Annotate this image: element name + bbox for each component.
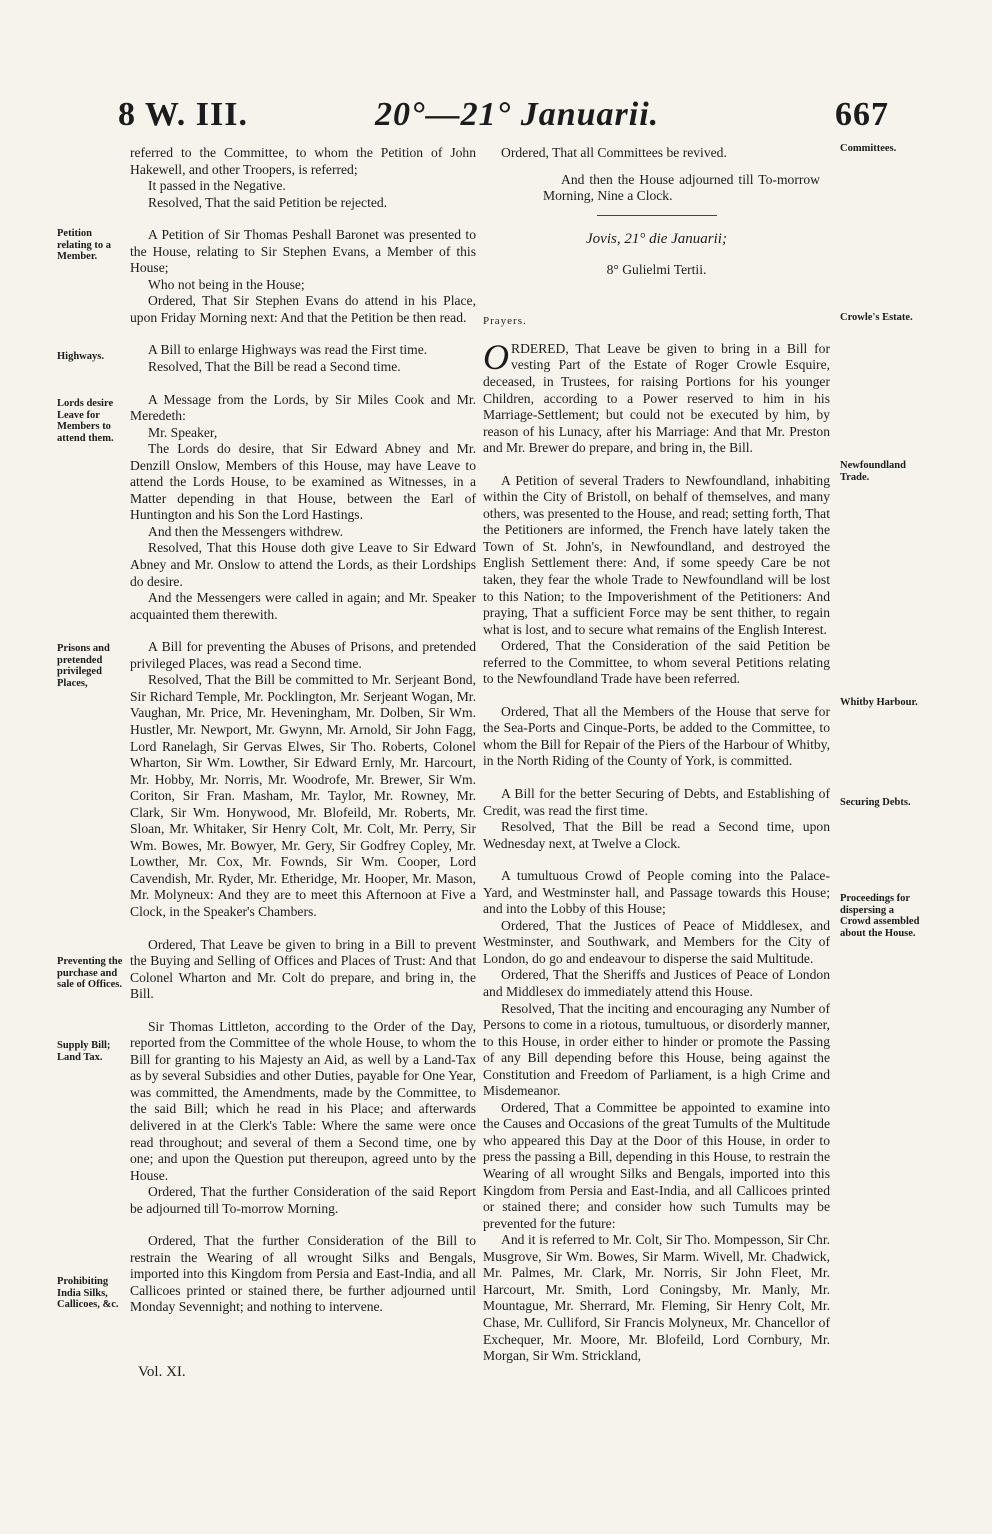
paragraph: A Petition of several Traders to Newfoundland, inhabiting within the City of Bristoll, on behalf of themselves, and many others, was presented to the House, and read; setting forth, That the Petitioners are informed, the French have lately taken the Town of St. John's, in Newfoundland, and destroyed the English Settlement there: And, if some speedy Care be not taken, they fear the whole Trade to Newfoundland will be lost to this Nation; to the Impoverishment of the Petitioners: And praying, That a sufficient Force may be sent thither, to regain what is lost, and to secure what remains of the English Interest.	[483, 472, 830, 637]
paragraph: Ordered, That Sir Stephen Evans do attend in his Place, upon Friday Morning next: And that the Petition be then read.	[130, 293, 476, 325]
adjournment-note: And then the House adjourned till To-morrow Morning, Nine a Clock.	[543, 171, 820, 204]
paragraph: Ordered, That the Justices of Peace of Middlesex, and Westminster, and Southwark, and Members for the City of London, do go and endeavour to disperse the said Multitude.	[483, 917, 830, 966]
paragraph: Ordered, That a Committee be appointed to examine into the Causes and Occasions of the great Tumults of the Multitude who appeared this Day at the Door of this House, in order to press the passing a Bill, depending in this House, to restrain the Wearing of all wrought Silks and Bengals, imported into this Kingdom from Persia and East-India, and all Callicoes printed or stained there; and consider how such Tumults may be prevented for the future:	[483, 1099, 830, 1231]
paragraph: And it is referred to Mr. Colt, Sir Tho. Mompesson, Sir Chr. Musgrove, Sir Wm. Bowes, Sir Marm. Wivell, Mr. Chadwick, Mr. Palmes, Mr. Clark, Mr. Norris, Sir John Fleet, Mr. Harcourt, Mr. Smith, Lord Coningsby, Mr. Manly, Mr. Mountague, Mr. Sherrard, Mr. Fleming, Sir Henry Colt, Mr. Chase, Mr. Culliford, Sir Francis Molyneux, Mr. Chancellor of Exchequer, Mr. Moore, Mr. Blofeild, Lord Cornbury, Mr. Morgan, Sir Wm. Strickland,	[483, 1232, 830, 1364]
margin-note-crowd: Proceedings for dispersing a Crowd assembled about the House.	[840, 893, 920, 939]
volume-label: Vol. XI.	[138, 1364, 186, 1380]
paragraph: Resolved, That the Bill be committed to Mr. Serjeant Bond, Sir Richard Temple, Mr. Pocklington, Mr. Serjeant Wogan, Mr. Vaughan, Mr. Price, Mr. Heveningham, Mr. Dolben, Sir Wm. Hustler, Mr. Newport, Mr. Gwynn, Mr. Arnold, Sir John Fagg, Lord Ranelagh, Sir Gervas Elwes, Sir Tho. Roberts, Colonel Wharton, Sir Wm. Lowther, Sir Edward Ernly, Mr. Harcourt, Mr. Hobby, Mr. Norris, Mr. Woodrofe, Mr. Brewer, Sir Wm. Coriton, Sir Fran. Masham, Mr. Taylor, Mr. Rowney, Mr. Clark, Sir Wm. Honywood, Mr. Blofeild, Mr. Roberts, Mr. Sloan, Mr. Whitaker, Sir Henry Colt, Mr. Colt, Mr. Perry, Sir Wm. Bowes, Mr. Bowyer, Mr. Gery, Sir Godfrey Copley, Mr. Lowther, Mr. Cox, Mr. Fownds, Sir Wm. Cooper, Lord Cavendish, Mr. Ryder, Mr. Etheridge, Mr. Hooper, Mr. Mason, Mr. Molyneux: And they are to meet this Afternoon at Five a Clock, in the Speaker's Chambers.	[130, 672, 476, 919]
margin-note-supply-bill: Supply Bill; Land Tax.	[57, 1040, 111, 1063]
paragraph: Ordered, That all Committees be revived.	[501, 145, 727, 160]
margin-note-newfoundland: Newfoundland Trade.	[840, 460, 906, 483]
section-divider	[597, 215, 717, 216]
margin-note-offices: Preventing the purchase and sale of Offices.	[57, 956, 123, 990]
margin-note-lords-leave: Lords desire Leave for Members to attend them.	[57, 398, 114, 444]
paragraph: The Lords do desire, that Sir Edward Abney and Mr. Denzill Onslow, Members of this House, may have Leave to attend the Lords House, to be examined as Witnesses, in a Matter depending in that House, between the Earl of Huntington and his Son the Lord Hastings.	[130, 441, 476, 523]
paragraph: Resolved, That this House doth give Leave to Sir Edward Abney and Mr. Onslow to attend the Lords, as their Lordships do desire.	[130, 540, 476, 589]
right-column	[483, 145, 830, 1365]
regnal-subheading: 8° Gulielmi Tertii.	[606, 262, 707, 278]
paragraph: And then the Messengers withdrew.	[148, 523, 344, 539]
regnal-year-header: 8 W. III.	[118, 96, 248, 133]
margin-note-india-silks: Prohibiting India Silks, Callicoes, &c.	[57, 1276, 119, 1310]
date-header: 20°—21° Januarii.	[375, 96, 660, 133]
paragraph: referred to the Committee, to whom the Petition of John Hakewell, and other Troopers, is referred;	[130, 145, 476, 177]
margin-note-petition-member: Petition relating to a Member.	[57, 228, 112, 262]
paragraph: Resolved, That the said Petition be rejected.	[148, 194, 388, 210]
margin-note-highways: Highways.	[57, 351, 104, 362]
paragraph: Resolved, That the inciting and encouraging any Number of Persons to come in a riotous, tumultuous, or disorderly manner, to this House, in order either to hinder or promote the Passing of any Bill depending before this House, being against the Constitution and Freedom of Parliament, is a high Crime and Misdemeanor.	[483, 1000, 830, 1099]
paragraph: A Bill for the better Securing of Debts, and Establishing of Credit, was read the first time.	[483, 786, 830, 818]
paragraph: Who not being in the House;	[148, 276, 305, 292]
paragraph: A tumultuous Crowd of People coming into the Palace-Yard, and Westminster hall, and Passage towards this House; and into the Lobby of this House;	[483, 868, 830, 917]
paragraph: And the Messengers were called in again; and Mr. Speaker acquainted them therewith.	[130, 590, 476, 622]
sitting-date-heading: Jovis, 21° die Januarii;	[586, 230, 727, 247]
paragraph: Ordered, That the further Consideration of the Bill to restrain the Wearing of all wrought Silks and Bengals, imported into this Kingdom from Persia and East-India, and all Callicoes printed or stained there, be further adjourned until Monday Sevennight; and nothing to intervene.	[130, 1233, 476, 1315]
paragraph: Ordered, That the further Consideration of the said Report be adjourned till To-morrow Morning.	[130, 1184, 476, 1216]
margin-note-whitby: Whitby Harbour.	[840, 697, 918, 708]
paragraph: Ordered, That the Sheriffs and Justices of Peace of London and Middlesex do immediately attend this House.	[483, 967, 830, 1000]
paragraph: It passed in the Negative.	[148, 178, 286, 194]
paragraph: A Bill for preventing the Abuses of Prisons, and pretended privileged Places, was read a Second time.	[130, 639, 476, 671]
paragraph: A Message from the Lords, by Sir Miles Cook and Mr. Meredeth:	[130, 391, 476, 424]
margin-note-prisons: Prisons and pretended privileged Places,	[57, 643, 110, 689]
paragraph: A Bill to enlarge Highways was read the First time.	[148, 342, 428, 358]
margin-note-crowle-estate: Crowle's Estate.	[840, 312, 913, 323]
page-number: 667	[835, 96, 889, 133]
drop-cap: O	[483, 336, 509, 377]
margin-note-debts: Securing Debts.	[840, 797, 911, 808]
paragraph: A Petition of Sir Thomas Peshall Baronet was presented to the House, relating to Sir Stephen Evans, a Member of this House;	[130, 227, 476, 276]
margin-note-committees: Committees.	[840, 143, 897, 154]
left-column	[130, 145, 476, 1316]
paragraph: Sir Thomas Littleton, according to the Order of the Day, reported from the Committee of the whole House, to whom the Bill for granting to his Majesty an Aid, as well by a Land-Tax as by several Subsidies and other Duties, payable for One Year, was committed, the Amendments, made by the Committee, to the said Bill; which he read in his Place; and afterwards delivered in at the Clerk's Table: Where the same were once read throughout; and several of them a Second time, one by one; and upon the Question put thereupon, agreed unto by the House.	[130, 1018, 476, 1183]
paragraph: Resolved, That the Bill be read a Second time.	[148, 359, 401, 375]
paragraph: Resolved, That the Bill be read a Second time, upon Wednesday next, at Twelve a Clock.	[483, 819, 830, 851]
prayers-label: Prayers.	[483, 315, 527, 328]
paragraph: Ordered, That the Consideration of the said Petition be referred to the Committee, to whom several Petitions relating to the Newfoundland Trade have been referred.	[483, 638, 830, 687]
paragraph: Ordered, That Leave be given to bring in a Bill to prevent the Buying and Selling of Offices and Places of Trust: And that Colonel Wharton and Mr. Colt do prepare, and bring in, the Bill.	[130, 936, 476, 1002]
paragraph: Ordered, That all the Members of the House that serve for the Sea-Ports and Cinque-Ports, be added to the Committee, to whom the Bill for Repair of the Piers of the Harbour of Whitby, in the North Riding of the County of York, is committed.	[483, 703, 830, 769]
paragraph: ORDERED, That Leave be given to bring in a Bill for vesting Part of the Estate of Roger Crowle Esquire, deceased, in Trustees, for raising Portions for his younger Children, according to a Power reserved to him in his Marriage-Settlement; but could not be executed by him, by reason of his Lunacy, after his Marriage: And that Mr. Preston and Mr. Brewer do prepare, and bring in, the Bill.	[483, 336, 830, 456]
paragraph: Mr. Speaker,	[148, 424, 218, 440]
